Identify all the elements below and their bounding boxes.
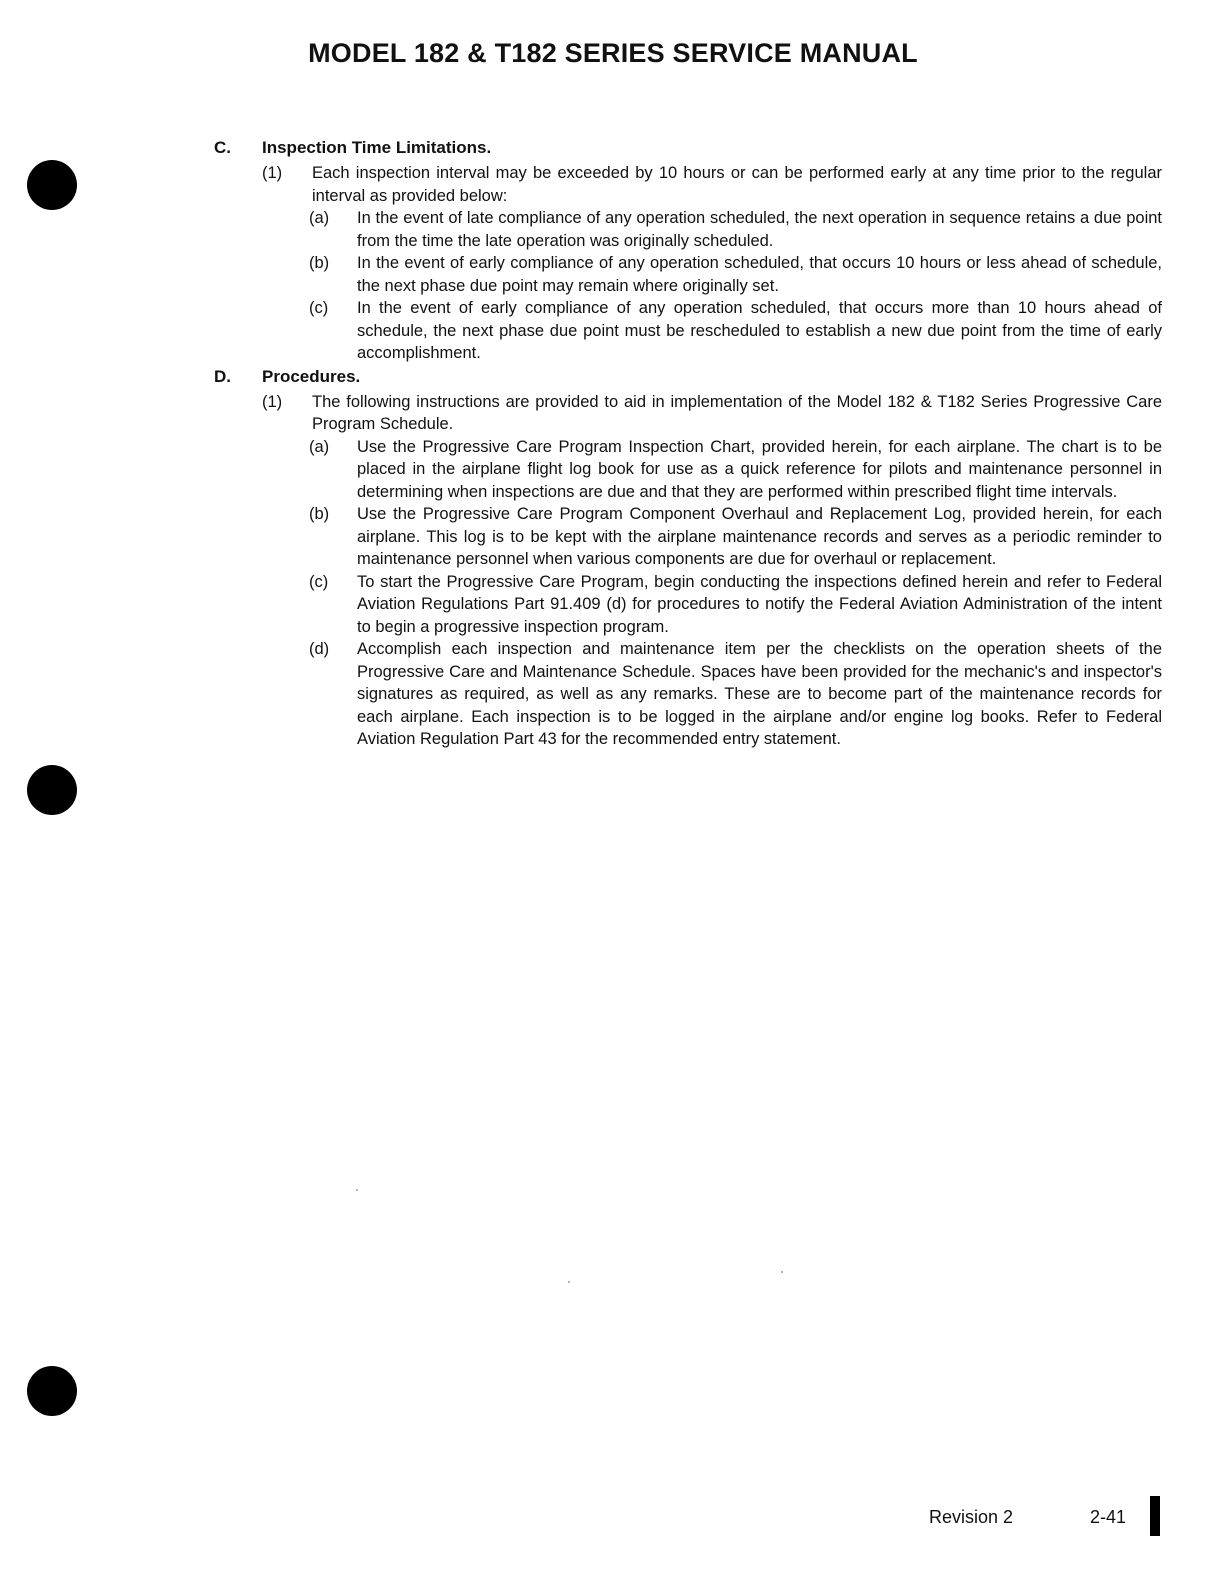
sub-paragraph	[0, 638, 1226, 751]
page-number: 2-41	[1090, 1507, 1127, 1527]
sub-paragraph-letter: (b)	[309, 505, 330, 523]
paragraph-text: The following instructions are provided to aid in implementation of the Model 182 & T182 Series Progressive Care Program Schedule.	[312, 392, 1162, 433]
sub-paragraph-letter: (d)	[309, 640, 330, 658]
sub-paragraph-text: In the event of early compliance of any operation scheduled, that occurs more than 10 hours ahead of schedule, the next phase due point must be rescheduled to establish a new due point from the time of early accomplishment.	[357, 299, 1162, 362]
sub-paragraph-letter: (c)	[309, 572, 329, 591]
section-title: Inspection Time Limitations.	[262, 138, 492, 157]
numbered-paragraph	[0, 162, 1226, 207]
section-letter: C.	[214, 138, 231, 157]
sub-paragraph	[0, 207, 1226, 252]
paragraph-number: (1)	[262, 392, 283, 411]
punch-hole-bottom	[27, 1366, 77, 1416]
scan-speck	[568, 1281, 570, 1283]
section-letter: D.	[214, 366, 231, 386]
section-heading	[0, 138, 1226, 162]
sub-paragraph	[0, 252, 1226, 297]
revision-label: Revision 2	[929, 1507, 1014, 1527]
numbered-paragraph	[0, 391, 1226, 436]
punch-hole-middle	[27, 765, 77, 815]
sub-paragraph-letter: (b)	[309, 254, 330, 272]
sub-paragraph-text: To start the Progressive Care Program, begin conducting the inspections defined herein and refer to Federal Aviation Regulations Part 91.409 (d) for procedures to notify the Federal Aviation Administration of the intent to begin a progressive inspection program.	[357, 572, 1162, 636]
revision-change-bar	[1150, 1496, 1160, 1536]
sub-paragraph	[0, 436, 1226, 504]
sub-paragraph-text: Use the Progressive Care Program Inspection Chart, provided herein, for each airplane. The chart is to be placed in the airplane flight log book for use as a quick reference for pilots and maintenance personnel in determining when inspections are due and that they are performed within prescribed flight time intervals.	[357, 437, 1162, 501]
sub-paragraph-letter: (a)	[309, 437, 330, 456]
sub-paragraph	[0, 571, 1226, 639]
paragraph-text: Each inspection interval may be exceeded by 10 hours or can be performed early at any time prior to the regular interval as provided below:	[312, 164, 1162, 205]
document-body	[0, 136, 1226, 751]
sub-paragraph	[0, 297, 1226, 365]
scan-speck	[781, 1271, 783, 1273]
scan-speck	[356, 1189, 358, 1191]
paragraph-number: (1)	[262, 164, 283, 182]
sub-paragraph	[0, 503, 1226, 571]
page-title: MODEL 182 & T182 SERIES SERVICE MANUAL	[308, 38, 918, 68]
sub-paragraph-text: Accomplish each inspection and maintenance item per the checklists on the operation sheets of the Progressive Care and Maintenance Schedule. Spaces have been provided for the mechanic's and inspector's signatures as required, as well as any remarks. These are to become part of the maintenance records for each airplane. Each inspection is to be logged in the airplane and/or engine log books. Refer to Federal Aviation Regulation Part 43 for the recommended entry statement.	[357, 640, 1162, 748]
sub-paragraph-letter: (c)	[309, 299, 329, 317]
section-title: Procedures.	[262, 366, 361, 386]
sub-paragraph-letter: (a)	[309, 209, 330, 227]
section-heading	[0, 367, 1226, 391]
sub-paragraph-text: Use the Progressive Care Program Component Overhaul and Replacement Log, provided herein, for each airplane. This log is to be kept with the airplane maintenance records and serves as a periodic reminder to maintenance personnel when various components are due for overhaul or replacement.	[357, 505, 1162, 568]
sub-paragraph-text: In the event of late compliance of any operation scheduled, the next operation in sequence retains a due point from the time the late operation was originally scheduled.	[357, 209, 1162, 250]
sub-paragraph-text: In the event of early compliance of any operation scheduled, that occurs 10 hours or less ahead of schedule, the next phase due point may remain where originally set.	[357, 254, 1162, 295]
